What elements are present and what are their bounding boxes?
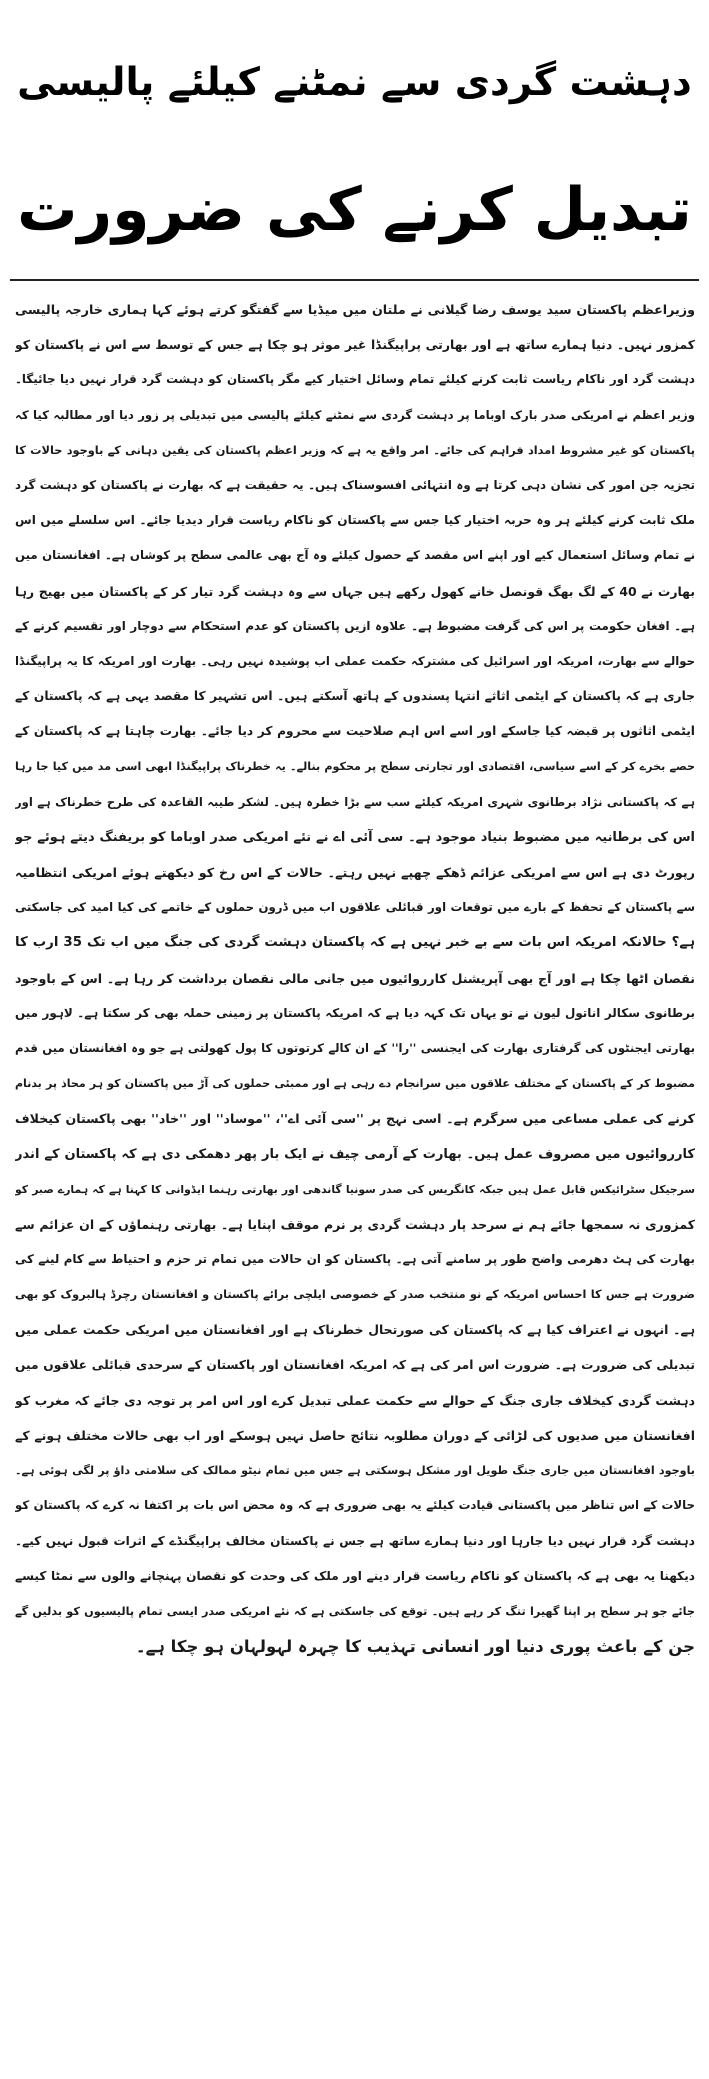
article-line: کارروائیوں میں مصروف عمل ہیں۔ بھارت کے آرمی چیف نے ایک بار پھر دھمکی دی ہے کہ پاکستان کے اندر [15,1146,695,1162]
article-line: حوالے سے بھارت، امریکہ اور اسرائیل کی مشترکہ حکمت عملی اب پوشیدہ نہیں رہی۔ بھارت اور امریکہ کا یہ پراپیگنڈا [15,653,695,668]
article-line: حصے بخرے کر کے اسے سیاسی، اقتصادی اور تجارتی سطح پر محکوم بنالے۔ یہ خطرناک پراپیگنڈا ابھی اسی مد میں کیا جا رہا [15,760,695,774]
headline-divider [10,279,699,281]
article-line: وزیراعظم پاکستان سید یوسف رضا گیلانی نے ملتان میں میڈیا سے گفتگو کرتے ہوئے کہا ہماری خارجہ پالیسی [15,302,695,317]
article-line: ملک ثابت کرنے کیلئے ہر وہ حربہ اختیار کیا جس سے پاکستان کو ناکام ریاست قرار دیدیا جائے۔ اس سلسلے میں اس [15,513,695,528]
article-line: سے پاکستان کے تحفظ کے بارے میں توقعات اور قبائلی علاقوں اب میں ڈرون حملوں کے خاتمے کی کیا امید کی جاسکتی [15,900,695,915]
article-line: نقصان اٹھا چکا ہے اور آج بھی آپریشنل کارروائیوں میں جانی مالی نقصان برداشت کر رہا ہے۔ اس کے باوجود [15,970,695,986]
article-line: باوجود افغانستان میں جاری جنگ طویل اور مشکل ہوسکتی ہے جس میں تمام نیٹو ممالک کی سلامتی داؤ پر لگی ہوئی ہے۔ [15,1464,695,1478]
article-line: جن کے باعث پوری دنیا اور انسانی تہذیب کا چہرہ لہولہان ہو چکا ہے۔ [135,1637,695,1657]
article-line: ہے۔ انہوں نے اعتراف کیا ہے کہ پاکستان کی صورتحال خطرناک ہے اور افغانستان میں امریکی حکمت عملی میں [15,1322,695,1338]
article-line: رپورٹ دی ہے اس سے امریکی عزائم ڈھکے چھپے نہیں رہتے۔ حالات کے اس رخ کو دیکھتے ہوئے امریکی انتظامیہ [15,865,695,880]
headline-line-2: تبدیل کرنے کی ضرورت [17,175,692,245]
article-line: تجزیہ جن امور کی نشان دہی کرتا ہے وہ انتہائی افسوسناک ہیں۔ یہ حقیقت ہے کہ بھارت نے پاکستان کو دہشت گرد [15,477,695,492]
article-line: حالات کے اس تناظر میں پاکستانی قیادت کیلئے یہ بھی ضروری ہے کہ وہ محض اس بات پر اکتفا نہ کرے کہ پاکستان کو [15,1498,695,1513]
article-line: جاری ہے کہ پاکستان کے ایٹمی اثاثے انتہا پسندوں کے ہاتھ آسکتے ہیں۔ اس تشہیر کا مقصد یہی ہے کہ پاکستان کے [15,689,695,704]
article-line: دہشت گردی کیخلاف جاری جنگ کے حوالے سے حکمت عملی تبدیل کرے اور اس امر پر توجہ دی جائے کہ مغرب کو [15,1392,695,1408]
article-line: بھارت نے 40 کے لگ بھگ قونصل خانے کھول رکھے ہیں جہاں سے وہ دہشت گرد تیار کر کے پاکستان میں بھیج رہا [15,583,695,599]
article-line: افغانستان میں صدیوں کی لڑائی کے دوران مطلوبہ نتائج حاصل نہیں ہوسکے اور اب بھی حالات مختلف ہونے کے [15,1428,695,1443]
article-line: وزیر اعظم نے امریکی صدر بارک اوباما پر دہشت گردی سے نمٹنے کیلئے پالیسی میں تبدیلی پر زور دیا اور مطالبہ کیا کہ [15,407,695,422]
article-body [15,292,695,1664]
article-line: تبدیلی کی ضرورت ہے۔ ضرورت اس امر کی ہے کہ امریکہ افغانستان اور پاکستان کے سرحدی قبائلی علاقوں میں [15,1357,695,1372]
article-line: دیکھنا یہ بھی ہے کہ پاکستان کو ناکام ریاست قرار دینے اور ملک کی وحدت کو نقصان پہنچانے والوں سے نمٹا کیسے [15,1568,695,1583]
article-line: نے تمام وسائل استعمال کیے اور اپنے اس مقصد کے حصول کیلئے وہ آج بھی عالمی سطح پر کوشاں ہے۔ افغانستان میں [15,548,695,563]
article-line: ہے؟ حالانکہ امریکہ اس بات سے بے خبر نہیں ہے کہ پاکستان دہشت گردی کی جنگ میں اب تک 35 ارب کا [15,935,695,951]
article-line: مضبوط کر کے پاکستان کے مختلف علاقوں میں سرانجام دے رہی ہے اور ممبئی حملوں کی آڑ میں پاکستان کو ہر محاذ پر بدنام [15,1077,695,1091]
article-line: کرنے کی عملی مساعی میں سرگرم ہے۔ اسی نہج پر ''سی آئی اے''، ''موساد'' اور ''خاد'' بھی پاکستان کیخلاف [15,1111,695,1127]
article-line: سرجیکل سٹرائیکس قابل عمل ہیں جبکہ کانگریس کی صدر سونیا گاندھی اور بھارتی رہنما ایڈوانی کا کہنا ہے کہ ہمارے صبر کو [15,1182,695,1196]
article-line: اس کی برطانیہ میں مضبوط بنیاد موجود ہے۔ سی آئی اے نے نئے امریکی صدر اوباما کو بریفنگ دیتے ہوئے جو [15,829,695,845]
article-line: ہے۔ افغان حکومت پر اس کی گرفت مضبوط ہے۔ علاوہ ازیں پاکستان کو عدم استحکام سے دوچار اور تقسیم کرنے کے [15,618,695,633]
article-line: دہشت گرد اور ناکام ریاست ثابت کرنے کیلئے تمام وسائل اختیار کیے مگر پاکستان کو دہشت گرد قرار نہیں دیا جائیگا۔ [15,372,695,387]
article-line: برطانوی سکالر اناتول لیون نے تو یہاں تک کہہ دیا ہے کہ امریکہ پاکستان پر زمینی حملہ بھی کر سکتا ہے۔ لاہور میں [15,1005,695,1020]
article-line: ضرورت ہے جس کا احساس امریکہ کے نو منتخب صدر کے خصوصی ایلچی برائے پاکستان و افغانستان رچرڈ ہالبروک کو بھی [15,1287,695,1302]
article-line: بھارتی ایجنٹوں کی گرفتاری بھارت کی ایجنسی ''را'' کے ان کالے کرتوتوں کا پول کھولتی ہے جو وہ افغانستان میں قدم [15,1040,695,1055]
article-line: پاکستان کو غیر مشروط امداد فراہم کی جائے۔ امر واقع یہ ہے کہ وزیر اعظم پاکستان کی یقین دہانی کے باوجود حالات کا [15,442,695,457]
article-line: دہشت گرد قرار نہیں دیا جارہا اور دنیا ہمارے ساتھ ہے جس نے پاکستان مخالف پراپیگنڈے کے اثرات قبول نہیں کیے۔ [15,1533,695,1548]
article-line: ہے کہ پاکستانی نژاد برطانوی شہری امریکہ کیلئے سب سے بڑا خطرہ ہیں۔ لشکر طیبہ القاعدہ کی طرح خطرناک ہے اور [15,794,695,809]
article-line: کمزوری نہ سمجھا جائے ہم نے سرحد پار دہشت گردی پر نرم موقف اپنایا ہے۔ بھارتی رہنماؤں کے ان عزائم سے [15,1216,695,1232]
article-line: کمزور نہیں۔ دنیا ہمارے ساتھ ہے اور بھارتی پراپیگنڈا غیر موثر ہو چکا ہے جس کے توسط سے اس نے پاکستان کو [15,337,695,353]
article-line: جائے جو ہر سطح پر اپنا گھیرا تنگ کر رہے ہیں۔ توقع کی جاسکتی ہے کہ نئے امریکی صدر ایسی تمام پالیسیوں کو بدلیں گے [15,1604,695,1618]
article-line: ایٹمی اثاثوں پر قبضہ کیا جاسکے اور اسے اس اہم صلاحیت سے محروم کر دیا جائے۔ بھارت چاہتا ہے کہ پاکستان کے [15,724,695,739]
headline-line-1: دہشت گردی سے نمٹنے کیلئے پالیسی [17,60,692,105]
article-line: بھارت کی ہٹ دھرمی واضح طور پر سامنے آتی ہے۔ پاکستان کو ان حالات میں تمام تر حزم و احتیاط سے کام لینے کی [15,1252,695,1267]
